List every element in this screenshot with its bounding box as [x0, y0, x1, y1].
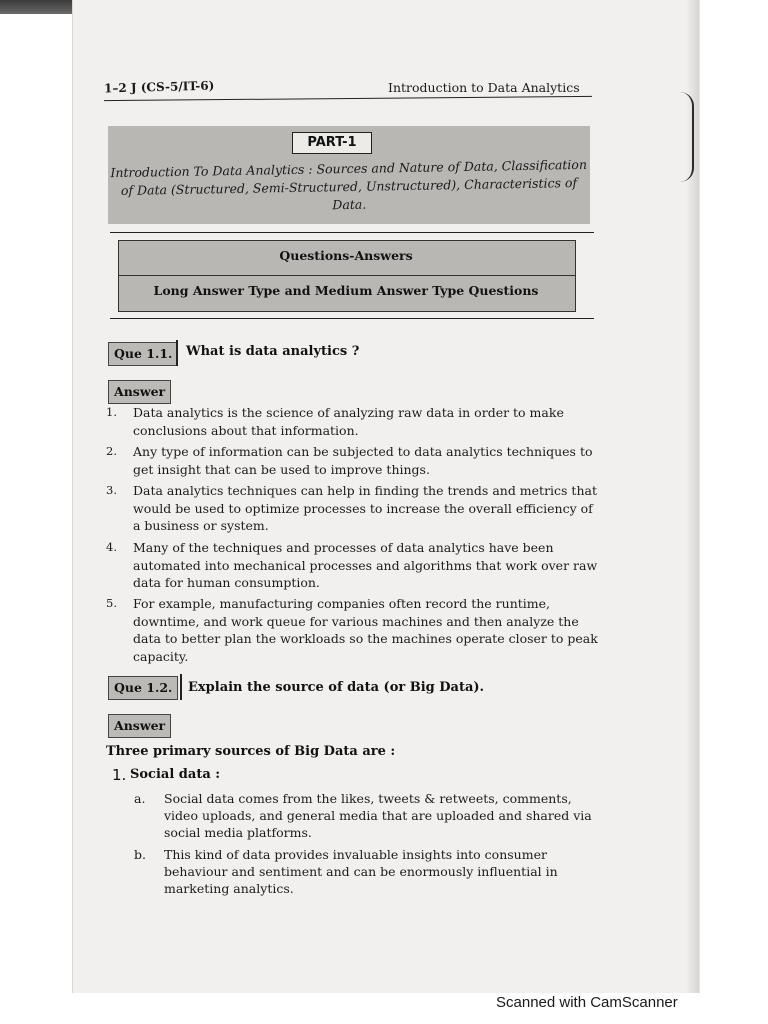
binding-edge — [680, 92, 694, 182]
point-number: 4. — [106, 540, 117, 554]
question-text: What is data analytics ? — [186, 344, 360, 359]
point-text: Many of the techniques and processes of data analytics have been automated into mechanical processes and algorithms that work over raw data for human consumption. — [133, 540, 598, 590]
part-label: PART-1 — [292, 132, 372, 154]
page-code: 1–2 J (CS-5/IT-6) — [103, 78, 215, 96]
sub-point-letter: a. — [134, 791, 146, 806]
point-number: 5. — [106, 596, 117, 610]
point-text: Data analytics techniques can help in finding the trends and metrics that would be used to optimize processes to increase the overall efficiency of a business or system. — [133, 483, 597, 533]
qa-subtitle: Long Answer Type and Medium Answer Type Questions — [153, 283, 539, 298]
sources-lead: Three primary sources of Big Data are : — [106, 744, 396, 759]
tag-divider — [180, 674, 182, 700]
point-text: Any type of information can be subjected to data analytics techniques to get insight that can be used to improve things. — [133, 444, 593, 477]
question-text: Explain the source of data (or Big Data). — [188, 680, 485, 695]
question-tag: Que 1.1. — [108, 342, 178, 366]
tag-divider — [176, 340, 178, 366]
question-tag: Que 1.2. — [108, 676, 178, 700]
answer-tag: Answer — [108, 380, 171, 404]
point-number: 2. — [106, 444, 117, 458]
scan-edge-shadow — [0, 0, 74, 14]
point-number: 1. — [106, 405, 117, 419]
chapter-title: Introduction to Data Analytics — [388, 80, 580, 95]
sub-point-text: Social data comes from the likes, tweets & retweets, comments, video uploads, and general media that are uploaded and shared via social media platforms. — [164, 791, 592, 840]
answer-tag: Answer — [108, 714, 171, 738]
point-number: 3. — [106, 483, 117, 497]
scanner-watermark: Scanned with CamScanner — [496, 994, 678, 1011]
part-title: Introduction To Data Analytics : Sources and Nature of Data, Classification of Data (Structured, Semi-Structured, Unstructured), Characteristics of Data. — [110, 156, 588, 213]
qa-divider-top — [110, 232, 594, 233]
sub-point-letter: b. — [134, 847, 146, 862]
qa-divider-bottom — [110, 318, 594, 319]
sub-point-text: This kind of data provides invaluable insights into consumer behaviour and sentiment and can be enormously influential in marketing analytics. — [164, 847, 558, 896]
handwritten-number-mark: 1. — [112, 766, 127, 784]
point-text: For example, manufacturing companies often record the runtime, downtime, and work queue for various machines and then analyze the data to better plan the workloads so the machines operate closer to peak capacity. — [133, 596, 598, 664]
point-text: Data analytics is the science of analyzing raw data in order to make conclusions about that information. — [133, 405, 564, 438]
sub-heading: Social data : — [130, 767, 221, 782]
qa-title: Questions-Answers — [279, 248, 413, 263]
